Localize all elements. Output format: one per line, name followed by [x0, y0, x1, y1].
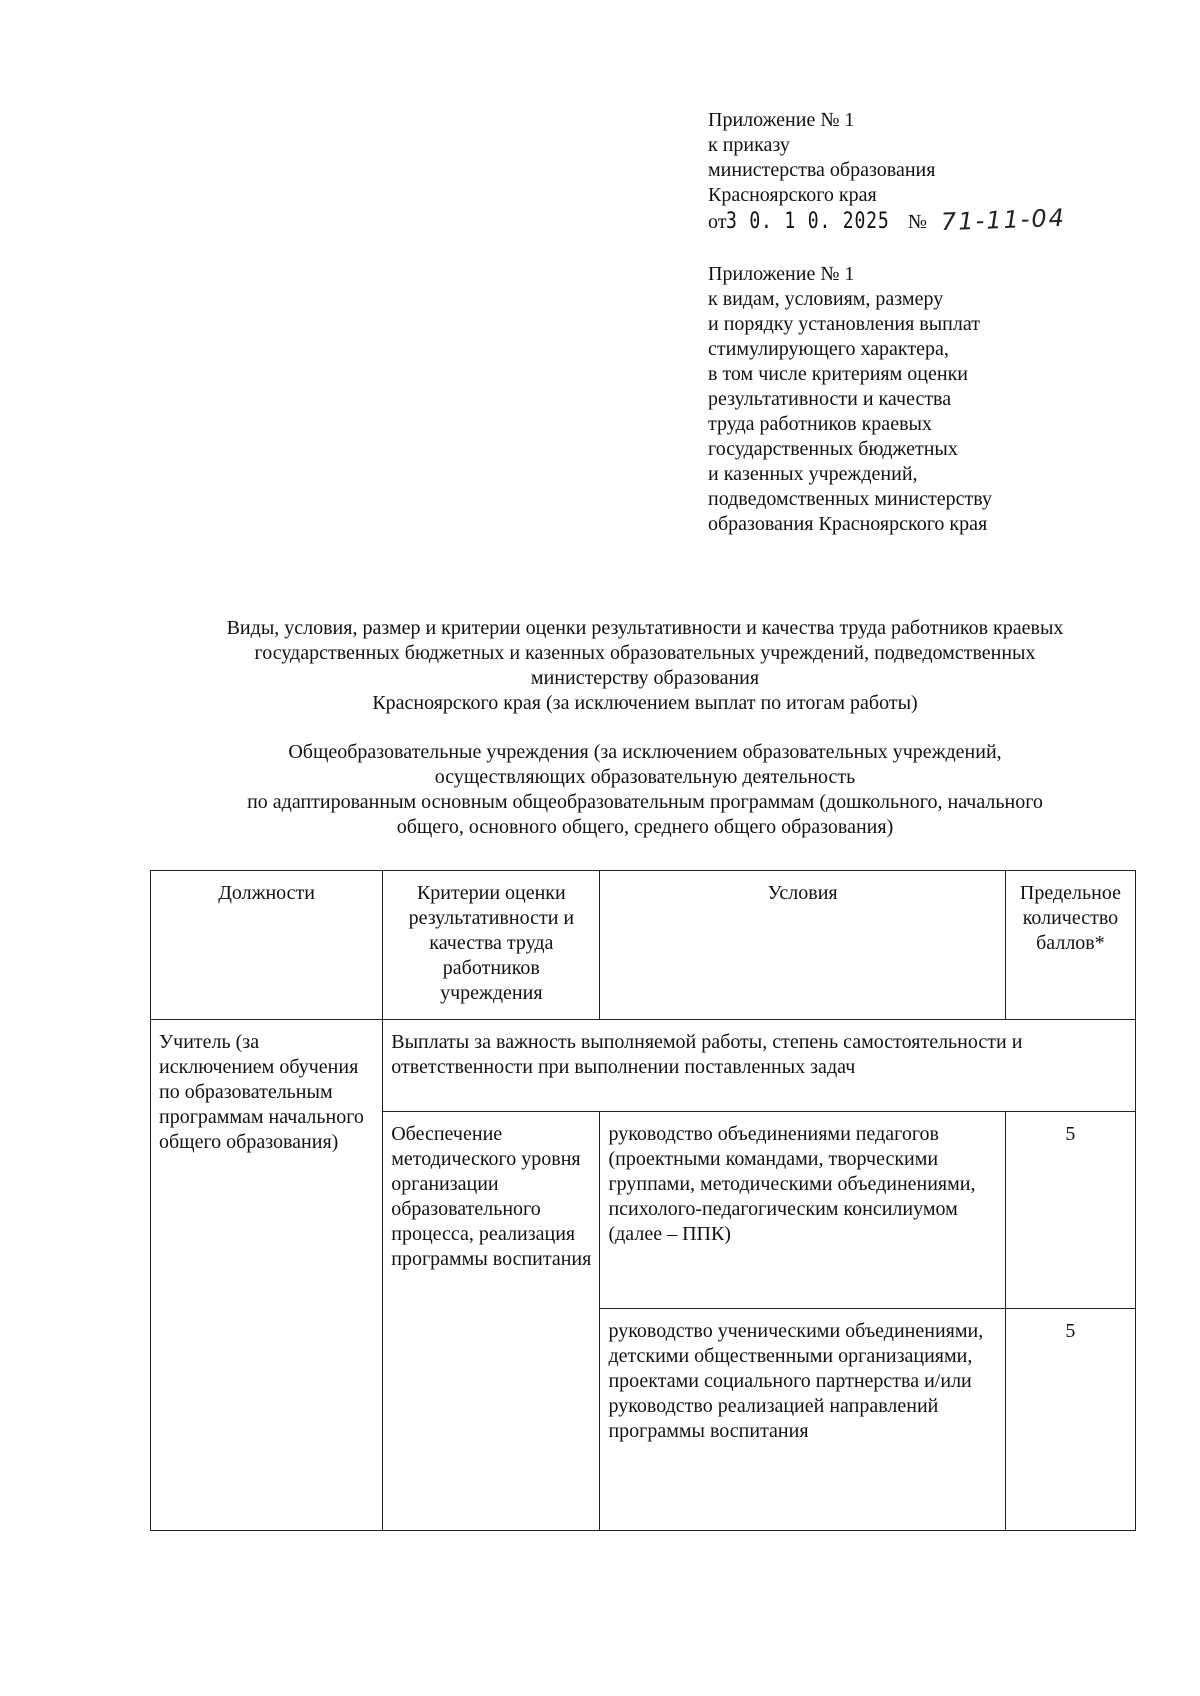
date-prefix: от: [708, 211, 727, 233]
appendix-line: Приложение № 1: [708, 109, 855, 131]
header-criteria: Критерии оценки результативности и качества труда работников учреждения: [383, 871, 600, 1020]
handwritten-order-number: 71-11-04: [940, 203, 1067, 237]
appendix-line: к видам, условиям, размеру: [708, 288, 944, 310]
title-line: Виды, условия, размер и критерии оценки результативности и качества труда работников краевых: [226, 617, 1064, 639]
appendix-line: и казенных учреждений,: [708, 463, 918, 485]
header-max-points: Предельное количество баллов*: [1005, 871, 1135, 1020]
appendix-line: государственных бюджетных: [708, 438, 958, 460]
heading-line: Общеобразовательные учреждения (за исключением образовательных учреждений,: [288, 741, 1002, 763]
institution-type-heading: [140, 740, 1150, 840]
appendix-line: к приказу: [708, 134, 790, 156]
appendix-line: результативности и качества: [708, 388, 952, 410]
appendix-line: министерства образования: [708, 159, 936, 181]
table-header-row: [151, 871, 1136, 1020]
title-line: Красноярского края (за исключением выплат по итогам работы): [372, 692, 918, 714]
points-cell: 5: [1005, 1309, 1135, 1531]
title-line: министерству образования: [530, 667, 760, 689]
criteria-table: [150, 870, 1136, 1531]
appendix-line: подведомственных министерству: [708, 488, 992, 510]
heading-line: общего, основного общего, среднего общего образования): [396, 816, 894, 838]
appendix-line: Приложение № 1: [708, 263, 855, 285]
heading-line: осуществляющих образовательную деятельность: [434, 766, 856, 788]
title-line: государственных бюджетных и казенных образовательных учреждений, подведомственных: [254, 642, 1036, 664]
appendix-line: стимулирующего характера,: [708, 338, 949, 360]
appendix-line: образования Красноярского края: [708, 513, 988, 535]
payment-type-cell: Выплаты за важность выполняемой работы, степень самостоятельности и ответственности при выполнении поставленных задач: [383, 1020, 1136, 1112]
date-stamp: 3 0. 1 0. 2025: [726, 209, 891, 234]
criterion-cell: Обеспечение методического уровня организации образовательного процесса, реализация программы воспитания: [383, 1112, 600, 1531]
order-appendix-header: [708, 108, 1066, 235]
appendix-line: и порядку установления выплат: [708, 313, 980, 335]
header-positions: Должности: [151, 871, 383, 1020]
document-title: [140, 616, 1150, 716]
appendix-line: труда работников краевых: [708, 413, 932, 435]
order-date-line: [708, 203, 1067, 237]
condition-cell: руководство объединениями педагогов (проектными командами, творческими группами, методическими объединениями, психолого-педагогическим консилиумом (далее – ППК): [600, 1112, 1005, 1309]
condition-cell: руководство ученическими объединениями, детскими общественными организациями, проектами социального партнерства и/или руководство реализацией направлений программы воспитания: [600, 1309, 1005, 1531]
appendix-line: в том числе критериям оценки: [708, 363, 968, 385]
header-conditions: Условия: [600, 871, 1005, 1020]
appendix-line: Красноярского края: [708, 184, 877, 206]
rules-appendix-header: [708, 262, 992, 537]
number-prefix: №: [907, 211, 928, 233]
position-cell: Учитель (за исключением обучения по образовательным программам начального общего образования): [151, 1020, 383, 1531]
payment-type-row: [151, 1020, 1136, 1112]
points-cell: 5: [1005, 1112, 1135, 1309]
heading-line: по адаптированным основным общеобразовательным программам (дошкольного, начального: [247, 791, 1043, 813]
